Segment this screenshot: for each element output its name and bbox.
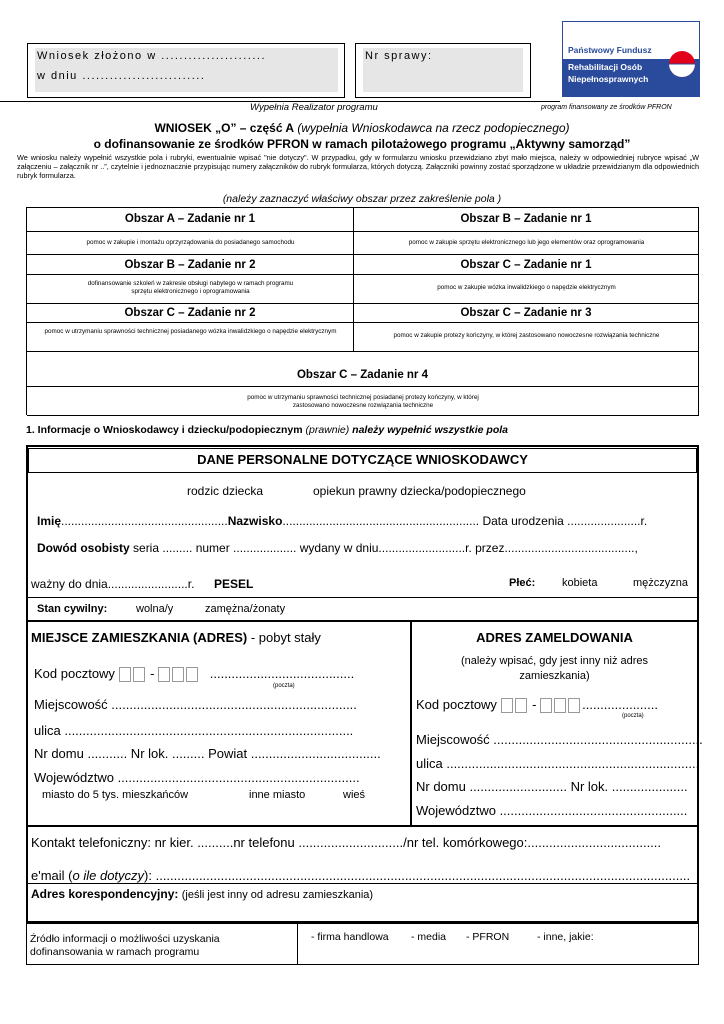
sex-label: Płeć:	[509, 577, 536, 589]
area-c2-desc: pomoc w utrzymaniu sprawności technicznej posiadanego wózka inwalidzkiego o napędzie elektrycznym	[44, 328, 337, 335]
instructions: We wniosku należy wypełnić wszystkie pola i rubryki, ewentualnie wpisać "nie dotyczy". W przypadku, gdy w formularzu wniosku przewidziano zbyt mało miejsca, należy w odpowiedniej rubryce wpisać „W załączeniu – załącznik nr ..”, czytelnie i jednoznacznie przypisując numery załączników do rubryk formularza, których dotyczą. Załączniki powinny zostać sporządzone w układzie przewidzianym dla odpowiednich rubryk formularza.	[17, 153, 699, 181]
loc-small[interactable]: miasto do 5 tys. mieszkańców	[42, 789, 189, 801]
area-b2-desc: dofinansowanie szkoleń w zakresie obsługi nabytego w ramach programu sprzętu elektronicznego i oprogramowania	[87, 280, 294, 295]
phone-input[interactable]: Kontakt telefoniczny: nr kier. ..........nr telefonu ............................./nr tel. komórkowego:.....................................	[31, 835, 662, 850]
opt-guardian[interactable]: opiekun prawny dziecka/podopiecznego	[313, 484, 526, 498]
civil-label: Stan cywilny:	[37, 603, 108, 615]
loc-village[interactable]: wieś	[343, 789, 366, 801]
registration-post-office-caption: (poczta)	[622, 713, 644, 719]
registration-post-office-input[interactable]: .....................	[582, 697, 658, 712]
opt-parent[interactable]: rodzic dziecka	[187, 484, 264, 498]
surname-input[interactable]: ........................................................... Data urodzenia ......................r.	[282, 514, 648, 528]
source-opt-company[interactable]: - firma handlowa	[311, 931, 389, 943]
registration-street[interactable]: ulica ......................................................................	[416, 756, 700, 771]
title-sub: (wypełnia Wnioskodawca na rzecz podopiecznego)	[297, 121, 570, 135]
area-c4[interactable]	[27, 352, 699, 416]
registration-voivodeship[interactable]: Województwo ....................................................	[416, 803, 688, 818]
residence-heading: MIEJSCE ZAMIESZKANIA (ADRES) - pobyt stały	[31, 630, 321, 645]
logo-emblem-icon	[667, 49, 697, 79]
sex-male[interactable]: mężczyzna	[633, 577, 689, 589]
filed-box	[27, 43, 345, 98]
residence-street[interactable]: ulica ................................................................................	[34, 723, 354, 738]
area-c1-desc: pomoc w zakupie wózka inwalidzkiego o napędzie elektrycznym	[437, 284, 616, 291]
pesel-label: PESEL	[214, 577, 254, 591]
logo-line2: Rehabilitacji Osób	[568, 62, 643, 72]
filled-by: Wypełnia Realizator programu	[250, 102, 378, 113]
area-b1[interactable]	[354, 208, 699, 255]
registration-postal-label: Kod pocztowy	[416, 697, 497, 712]
area-c4-desc: pomoc w utrzymaniu sprawności technicznej posiadanej protezy kończyny, w której zastosowano nowoczesne rozwiązania techniczne	[247, 394, 479, 409]
area-b1-name: Obszar B – Zadanie nr 1	[460, 213, 592, 225]
area-a1[interactable]	[27, 208, 354, 255]
residence-city[interactable]: Miejscowość ....................................................................	[34, 697, 357, 712]
area-c3-name: Obszar C – Zadanie nr 3	[460, 307, 592, 319]
filed-label: Wniosek złożono w .......................	[37, 50, 266, 62]
area-c2-name: Obszar C – Zadanie nr 2	[124, 307, 256, 319]
area-c3[interactable]	[354, 304, 699, 352]
mark-note: (należy zaznaczyć właściwy obszar przez zakreślenie pola )	[222, 193, 502, 205]
residence-house[interactable]: Nr domu ........... Nr lok. ......... Powiat ....................................	[34, 746, 381, 761]
date-label: w dniu ...........................	[37, 70, 206, 82]
registration-house[interactable]: Nr domu ........................... Nr lok. .....................	[416, 779, 688, 794]
residence-postal-code[interactable]: -	[119, 666, 201, 681]
title-line2: o dofinansowanie ze środków PFRON w ramach pilotażowego programu „Aktywny samorząd”	[93, 137, 631, 151]
area-c1[interactable]	[354, 255, 699, 304]
source-opt-other[interactable]: - inne, jakie:	[537, 931, 594, 943]
name-input[interactable]: ..................................................	[61, 514, 228, 528]
registration-city[interactable]: Miejscowość ..........................................................	[416, 732, 703, 747]
residence-postal-label: Kod pocztowy	[34, 666, 115, 681]
residence-post-office-input[interactable]: ........................................	[209, 666, 355, 681]
area-b2[interactable]	[27, 255, 354, 304]
source-opt-media[interactable]: - media	[411, 931, 447, 943]
section1-title: 1. Informacje o Wnioskodawcy i dziecku/podopiecznym (prawnie) należy wypełnić wszystkie pola	[26, 424, 508, 436]
logo-line1: Państwowy Fundusz	[568, 45, 652, 55]
personal-heading: DANE PERSONALNE DOTYCZĄCE WNIOSKODAWCY	[197, 452, 528, 467]
source-label: Źródło informacji o możliwości uzyskania dofinansowania w ramach programu	[30, 933, 220, 958]
areas-table	[26, 207, 699, 415]
civil-free[interactable]: wolna/y	[136, 603, 174, 615]
civil-row	[37, 603, 107, 615]
id-row	[37, 541, 638, 555]
sex-female[interactable]: kobieta	[562, 577, 598, 589]
registration-box	[410, 620, 699, 827]
area-c3-desc: pomoc w zakupie protezy kończyny, w której zastosowano nowoczesne rozwiązania techniczne	[393, 332, 660, 339]
area-b1-desc: pomoc w zakupie sprzętu elektronicznego lub jego elementów oraz oprogramowania	[408, 239, 645, 246]
email-input[interactable]: ): ....................................................................................................................................................	[144, 868, 691, 883]
area-b2-name: Obszar B – Zadanie nr 2	[124, 259, 256, 271]
registration-postal-code[interactable]: -	[501, 697, 583, 712]
logo-line3: Niepełnosprawnych	[568, 74, 649, 84]
civil-married[interactable]: zamężna/żonaty	[205, 603, 286, 615]
loc-other[interactable]: inne miasto	[249, 789, 306, 801]
title-main: WNIOSEK „O” – część A	[154, 121, 295, 135]
area-c2[interactable]	[27, 304, 354, 352]
residence-post-office-caption: (poczta)	[273, 683, 295, 689]
surname-label: Nazwisko	[227, 514, 283, 528]
correspondence-note: (jeśli jest inny od adresu zamieszkania)	[181, 889, 374, 901]
id-label: Dowód osobisty	[37, 541, 130, 555]
area-c1-name: Obszar C – Zadanie nr 1	[460, 259, 592, 271]
residence-voivodeship[interactable]: Województwo ...................................................................	[34, 770, 360, 785]
email-row: e'mail (o ile dotyczy): ....................................................................................................................................................	[31, 868, 691, 883]
area-a1-desc: pomoc w zakupie i montażu oprzyrządowania do posiadanego samochodu	[86, 239, 295, 246]
case-label: Nr sprawy:	[365, 50, 433, 62]
area-a1-name: Obszar A – Zadanie nr 1	[124, 213, 256, 225]
valid-input[interactable]: ważny do dnia........................r.	[31, 577, 195, 591]
pfron-logo	[562, 21, 700, 97]
title-line1	[0, 121, 724, 135]
registration-note: (należy wpisać, gdy jest inny niż adres zamieszkania)	[460, 655, 649, 682]
name-row	[37, 514, 647, 528]
area-c4-name: Obszar C – Zadanie nr 4	[296, 369, 428, 381]
registration-heading: ADRES ZAMELDOWANIA	[476, 630, 633, 645]
correspondence-row[interactable]	[31, 887, 373, 901]
funded-note: program finansowany ze środków PFRON	[541, 104, 672, 111]
case-box	[355, 43, 531, 98]
registration-postal-row	[416, 697, 658, 713]
correspondence-label: Adres korespondencyjny:	[31, 887, 179, 901]
residence-postal-row	[34, 666, 354, 682]
name-label: Imię	[37, 514, 62, 528]
id-input[interactable]: seria ......... numer ................... wydany w dniu..........................r. przez.......................................,	[133, 541, 638, 555]
source-opt-pfron[interactable]: - PFRON	[466, 931, 510, 943]
